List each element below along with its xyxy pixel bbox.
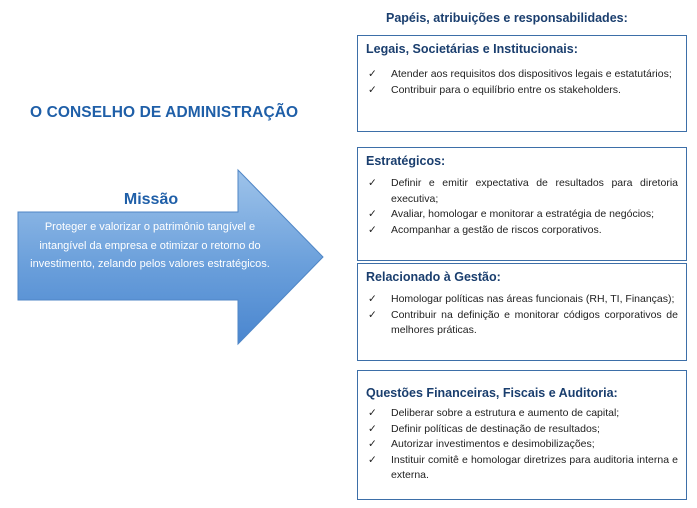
list-item: ✓ Definir e emitir expectativa de resultados para diretoria executiva;	[368, 177, 678, 205]
list-item: ✓ Acompanhar a gestão de riscos corporativos.	[366, 223, 678, 239]
check-icon: ✓	[368, 177, 377, 189]
box-title: Relacionado à Gestão:	[366, 270, 501, 284]
list-item: ✓ Contribuir para o equilíbrio entre os stakeholders.	[366, 83, 678, 99]
list-item: ✓ Deliberar sobre a estrutura e aumento de capital;	[366, 406, 678, 422]
list-item: ✓ Instituir comitê e homologar diretrizes para auditoria interna e externa.	[368, 453, 678, 481]
main-title: O CONSELHO DE ADMINISTRAÇÃO	[30, 104, 299, 121]
list-item: ✓ Avaliar, homologar e monitorar a estratégia de negócios;	[366, 207, 678, 223]
check-icon: ✓	[368, 422, 377, 435]
check-icon: ✓	[368, 438, 377, 450]
check-icon: ✓	[368, 83, 377, 96]
box-legal	[357, 35, 687, 132]
check-icon: ✓	[368, 68, 377, 80]
box-title: Estratégicos:	[366, 154, 446, 168]
list-item: ✓ Homologar políticas nas áreas funcionais (RH, TI, Finanças);	[366, 292, 678, 308]
check-icon: ✓	[368, 453, 377, 466]
roles-header: Papéis, atribuições e responsabilidades:	[386, 11, 628, 25]
mission-title: Missão	[123, 191, 179, 208]
list-item: ✓ Autorizar investimentos e desimobilizações;	[366, 437, 678, 453]
check-icon: ✓	[368, 293, 377, 305]
check-icon: ✓	[368, 223, 377, 236]
check-icon: ✓	[368, 308, 377, 321]
list-item: ✓ Contribuir na definição e monitorar códigos corporativos de melhores práticas.	[368, 308, 678, 336]
box-title: Legais, Societárias e Institucionais:	[366, 42, 578, 56]
mission-text: Proteger e valorizar o patrimônio tangível e intangível da empresa e otimizar o retorno do investimento, zelando pelos valores estratégicos.	[30, 221, 270, 270]
check-icon: ✓	[368, 407, 377, 419]
box-management	[357, 263, 687, 361]
box-strategic	[357, 147, 687, 261]
list-item: ✓ Definir políticas de destinação de resultados;	[366, 422, 678, 438]
check-icon: ✓	[368, 208, 377, 220]
box-financial	[357, 370, 687, 500]
box-title: Questões Financeiras, Fiscais e Auditoria:	[366, 386, 618, 400]
list-item: ✓ Atender aos requisitos dos dispositivos legais e estatutários;	[366, 67, 678, 83]
